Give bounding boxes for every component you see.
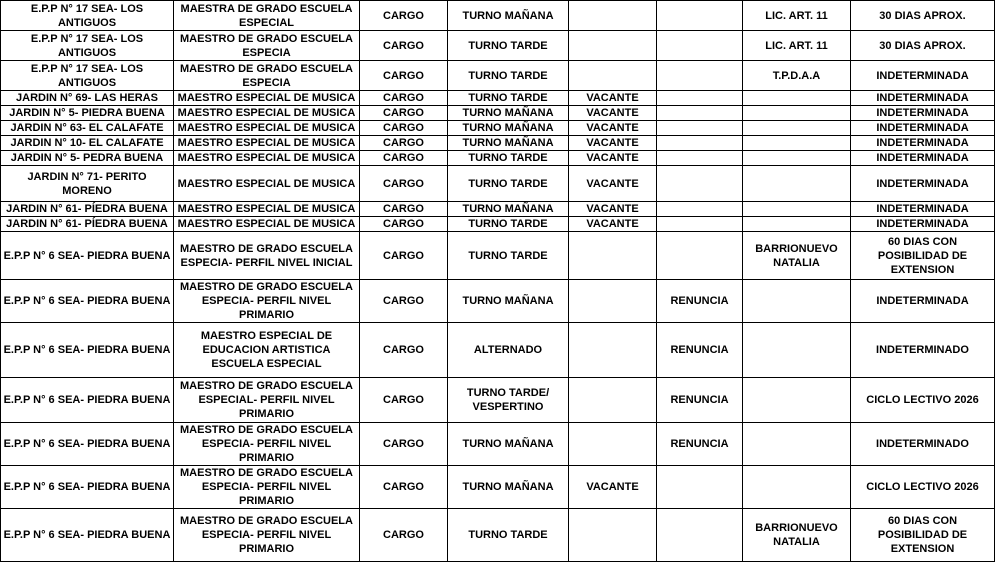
cell-replacement — [743, 91, 851, 106]
cell-position: MAESTRO ESPECIAL DE MUSICA — [174, 166, 360, 202]
cell-duration: INDETERMINADA — [851, 280, 995, 323]
cell-type: CARGO — [360, 151, 448, 166]
cell-vacancy: VACANTE — [569, 217, 657, 232]
cell-position: MAESTRO ESPECIAL DE MUSICA — [174, 136, 360, 151]
cell-resignation — [657, 121, 743, 136]
cell-type: CARGO — [360, 91, 448, 106]
table-body — [1, 1, 995, 562]
cell-vacancy: VACANTE — [569, 202, 657, 217]
cell-resignation — [657, 1, 743, 31]
cell-school: E.P.P N° 6 SEA- PIEDRA BUENA — [1, 423, 174, 466]
table-row — [1, 91, 995, 106]
cell-duration: 60 DIAS CON POSIBILIDAD DE EXTENSION — [851, 509, 995, 562]
cell-replacement — [743, 106, 851, 121]
table-row — [1, 61, 995, 91]
cell-shift: TURNO TARDE — [448, 31, 569, 61]
cell-school: JARDIN N° 61- PÍEDRA BUENA — [1, 217, 174, 232]
cell-duration: INDETERMINADA — [851, 136, 995, 151]
cell-shift: TURNO TARDE — [448, 151, 569, 166]
cell-type: CARGO — [360, 280, 448, 323]
table-row — [1, 151, 995, 166]
cell-replacement — [743, 217, 851, 232]
table-row — [1, 136, 995, 151]
cell-vacancy: VACANTE — [569, 91, 657, 106]
cell-duration: 30 DIAS APROX. — [851, 31, 995, 61]
cell-replacement: BARRIONUEVO NATALIA — [743, 232, 851, 280]
cell-type: CARGO — [360, 466, 448, 509]
cell-position: MAESTRO ESPECIAL DE MUSICA — [174, 202, 360, 217]
cell-shift: TURNO TARDE — [448, 166, 569, 202]
cell-type: CARGO — [360, 136, 448, 151]
cell-school: E.P.P N° 6 SEA- PIEDRA BUENA — [1, 509, 174, 562]
cell-position: MAESTRO DE GRADO ESCUELA ESPECIA — [174, 31, 360, 61]
cell-school: E.P.P N° 6 SEA- PIEDRA BUENA — [1, 466, 174, 509]
cell-duration: CICLO LECTIVO 2026 — [851, 466, 995, 509]
cell-position: MAESTRO ESPECIAL DE MUSICA — [174, 121, 360, 136]
cell-shift: TURNO TARDE/ VESPERTINO — [448, 378, 569, 423]
cell-school: E.P.P N° 17 SEA- LOS ANTIGUOS — [1, 61, 174, 91]
table-row — [1, 323, 995, 378]
table-row — [1, 280, 995, 323]
cell-shift: TURNO MAÑANA — [448, 423, 569, 466]
cell-school: JARDIN N° 69- LAS HERAS — [1, 91, 174, 106]
cell-shift: ALTERNADO — [448, 323, 569, 378]
cell-replacement — [743, 378, 851, 423]
table-row — [1, 166, 995, 202]
cell-replacement — [743, 151, 851, 166]
cell-resignation — [657, 136, 743, 151]
cell-replacement: LIC. ART. 11 — [743, 31, 851, 61]
cell-vacancy: VACANTE — [569, 151, 657, 166]
cell-vacancy — [569, 61, 657, 91]
cell-school: E.P.P N° 6 SEA- PIEDRA BUENA — [1, 323, 174, 378]
cell-vacancy — [569, 423, 657, 466]
cell-shift: TURNO MAÑANA — [448, 280, 569, 323]
cell-resignation: RENUNCIA — [657, 280, 743, 323]
cell-duration: INDETERMINADA — [851, 106, 995, 121]
cell-replacement: LIC. ART. 11 — [743, 1, 851, 31]
cell-duration: 60 DIAS CON POSIBILIDAD DE EXTENSION — [851, 232, 995, 280]
cell-vacancy — [569, 1, 657, 31]
cell-position: MAESTRO DE GRADO ESCUELA ESPECIA- PERFIL NIVEL PRIMARIO — [174, 466, 360, 509]
cell-duration: INDETERMINADO — [851, 323, 995, 378]
cell-shift: TURNO TARDE — [448, 217, 569, 232]
cell-position: MAESTRO DE GRADO ESCUELA ESPECIAL- PERFIL NIVEL PRIMARIO — [174, 378, 360, 423]
cell-vacancy: VACANTE — [569, 106, 657, 121]
cell-school: JARDIN N° 5- PIEDRA BUENA — [1, 106, 174, 121]
cell-replacement — [743, 423, 851, 466]
cell-vacancy — [569, 509, 657, 562]
table-row — [1, 466, 995, 509]
table-row — [1, 378, 995, 423]
cell-replacement — [743, 202, 851, 217]
cell-position: MAESTRA DE GRADO ESCUELA ESPECIAL — [174, 1, 360, 31]
cell-school: E.P.P N° 6 SEA- PIEDRA BUENA — [1, 378, 174, 423]
cell-school: JARDIN N° 71- PERITO MORENO — [1, 166, 174, 202]
cell-resignation — [657, 166, 743, 202]
cell-resignation — [657, 232, 743, 280]
cell-school: E.P.P N° 6 SEA- PIEDRA BUENA — [1, 280, 174, 323]
cell-vacancy — [569, 323, 657, 378]
cell-duration: INDETERMINADA — [851, 202, 995, 217]
cell-vacancy: VACANTE — [569, 466, 657, 509]
table-row — [1, 423, 995, 466]
cell-type: CARGO — [360, 106, 448, 121]
cell-duration: INDETERMINADA — [851, 151, 995, 166]
table-row — [1, 121, 995, 136]
cell-replacement — [743, 466, 851, 509]
cell-type: CARGO — [360, 166, 448, 202]
table-row — [1, 202, 995, 217]
cell-resignation: RENUNCIA — [657, 378, 743, 423]
cell-school: JARDIN N° 5- PEDRA BUENA — [1, 151, 174, 166]
cell-resignation — [657, 509, 743, 562]
cell-resignation — [657, 466, 743, 509]
table-row — [1, 232, 995, 280]
cell-position: MAESTRO DE GRADO ESCUELA ESPECIA — [174, 61, 360, 91]
cell-type: CARGO — [360, 323, 448, 378]
cell-position: MAESTRO DE GRADO ESCUELA ESPECIA- PERFIL NIVEL PRIMARIO — [174, 509, 360, 562]
cell-duration: INDETERMINADA — [851, 91, 995, 106]
cell-vacancy: VACANTE — [569, 121, 657, 136]
cell-position: MAESTRO DE GRADO ESCUELA ESPECIA- PERFIL NIVEL PRIMARIO — [174, 280, 360, 323]
cell-school: JARDIN N° 61- PÍEDRA BUENA — [1, 202, 174, 217]
cell-position: MAESTRO DE GRADO ESCUELA ESPECIA- PERFIL NIVEL PRIMARIO — [174, 423, 360, 466]
cell-shift: TURNO TARDE — [448, 61, 569, 91]
table-row — [1, 1, 995, 31]
cell-replacement: BARRIONUEVO NATALIA — [743, 509, 851, 562]
cell-type: CARGO — [360, 378, 448, 423]
cell-shift: TURNO TARDE — [448, 232, 569, 280]
table-row — [1, 31, 995, 61]
cell-resignation: RENUNCIA — [657, 323, 743, 378]
cell-resignation: RENUNCIA — [657, 423, 743, 466]
cell-replacement — [743, 121, 851, 136]
cell-duration: INDETERMINADA — [851, 61, 995, 91]
cell-vacancy — [569, 31, 657, 61]
cell-vacancy — [569, 378, 657, 423]
cell-duration: INDETERMINADA — [851, 166, 995, 202]
cell-position: MAESTRO ESPECIAL DE MUSICA — [174, 106, 360, 121]
cell-resignation — [657, 61, 743, 91]
cell-shift: TURNO MAÑANA — [448, 202, 569, 217]
cell-vacancy — [569, 232, 657, 280]
cell-duration: 30 DIAS APROX. — [851, 1, 995, 31]
cell-duration: CICLO LECTIVO 2026 — [851, 378, 995, 423]
cell-school: E.P.P N° 6 SEA- PIEDRA BUENA — [1, 232, 174, 280]
cell-position: MAESTRO ESPECIAL DE MUSICA — [174, 217, 360, 232]
cell-resignation — [657, 202, 743, 217]
cell-shift: TURNO MAÑANA — [448, 1, 569, 31]
cell-type: CARGO — [360, 202, 448, 217]
cell-school: E.P.P N° 17 SEA- LOS ANTIGUOS — [1, 1, 174, 31]
cell-resignation — [657, 106, 743, 121]
cell-position: MAESTRO DE GRADO ESCUELA ESPECIA- PERFIL NIVEL INICIAL — [174, 232, 360, 280]
cell-replacement — [743, 136, 851, 151]
cell-position: MAESTRO ESPECIAL DE MUSICA — [174, 151, 360, 166]
cell-duration: INDETERMINADA — [851, 217, 995, 232]
cell-resignation — [657, 151, 743, 166]
table-row — [1, 106, 995, 121]
cell-replacement — [743, 280, 851, 323]
cell-type: CARGO — [360, 232, 448, 280]
table-row — [1, 217, 995, 232]
cell-vacancy: VACANTE — [569, 136, 657, 151]
cell-type: CARGO — [360, 1, 448, 31]
cell-vacancy: VACANTE — [569, 166, 657, 202]
cell-school: E.P.P N° 17 SEA- LOS ANTIGUOS — [1, 31, 174, 61]
table-row — [1, 509, 995, 562]
cell-type: CARGO — [360, 509, 448, 562]
cell-type: CARGO — [360, 121, 448, 136]
cell-shift: TURNO MAÑANA — [448, 466, 569, 509]
cell-resignation — [657, 91, 743, 106]
cell-shift: TURNO MAÑANA — [448, 106, 569, 121]
cell-school: JARDIN N° 63- EL CALAFATE — [1, 121, 174, 136]
cell-position: MAESTRO ESPECIAL DE MUSICA — [174, 91, 360, 106]
cell-shift: TURNO TARDE — [448, 509, 569, 562]
cell-type: CARGO — [360, 31, 448, 61]
cell-type: CARGO — [360, 61, 448, 91]
cell-replacement — [743, 166, 851, 202]
cell-type: CARGO — [360, 423, 448, 466]
cell-resignation — [657, 217, 743, 232]
cell-vacancy — [569, 280, 657, 323]
cell-shift: TURNO MAÑANA — [448, 136, 569, 151]
cell-duration: INDETERMINADA — [851, 121, 995, 136]
cell-replacement — [743, 323, 851, 378]
cell-resignation — [657, 31, 743, 61]
cell-shift: TURNO TARDE — [448, 91, 569, 106]
cell-type: CARGO — [360, 217, 448, 232]
cell-replacement: T.P.D.A.A — [743, 61, 851, 91]
cell-shift: TURNO MAÑANA — [448, 121, 569, 136]
cell-duration: INDETERMINADO — [851, 423, 995, 466]
cell-school: JARDIN N° 10- EL CALAFATE — [1, 136, 174, 151]
cell-position: MAESTRO ESPECIAL DE EDUCACION ARTISTICA ESCUELA ESPECIAL — [174, 323, 360, 378]
